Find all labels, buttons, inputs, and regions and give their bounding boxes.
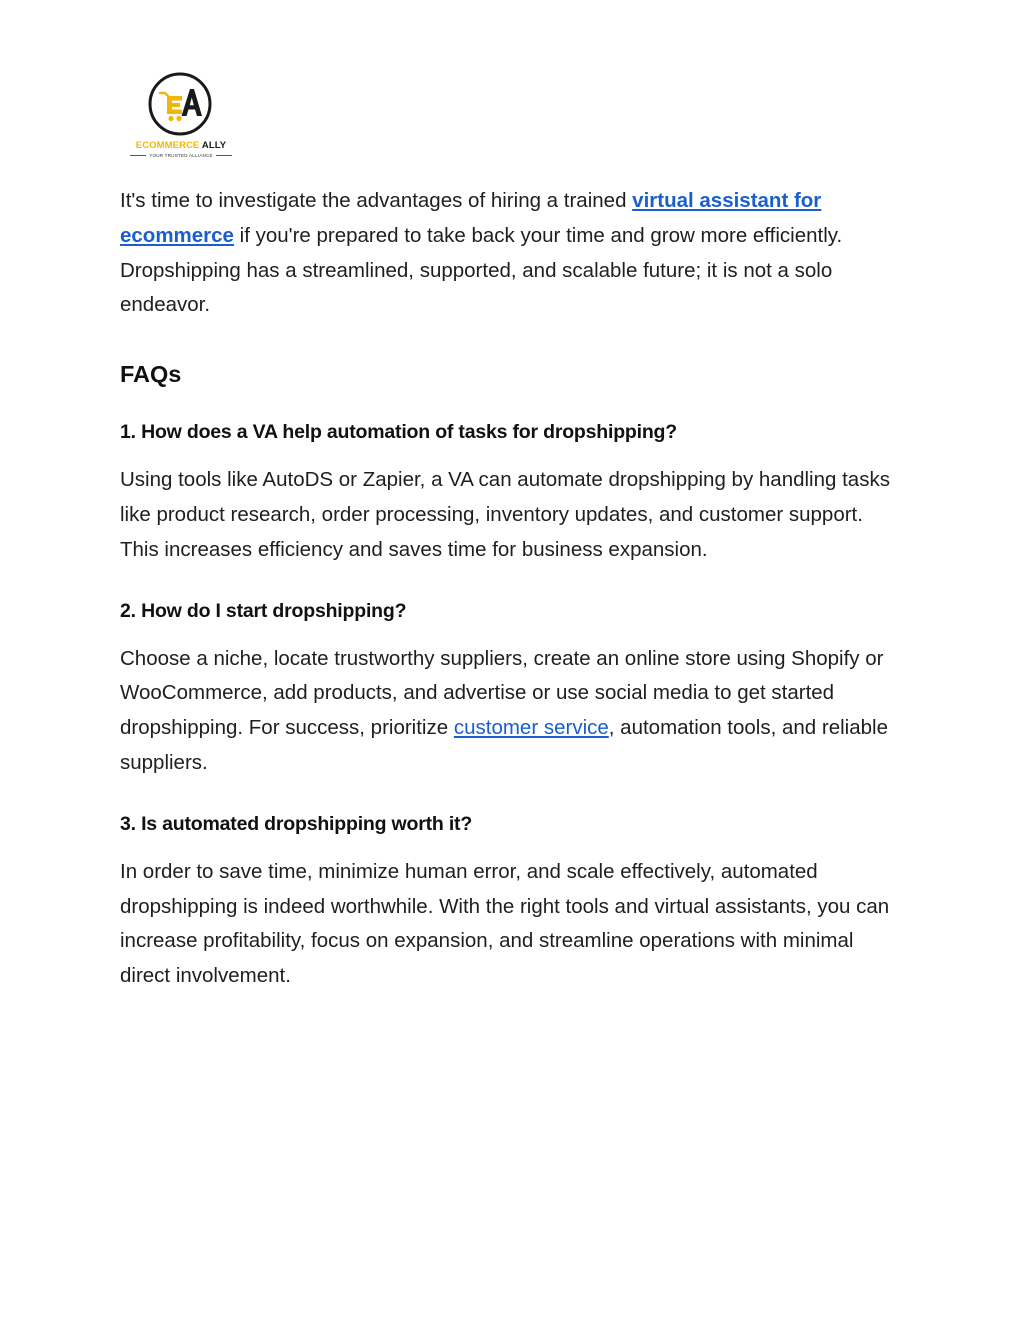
cart-logo-icon — [148, 72, 212, 136]
logo-tagline-text: YOUR TRUSTED ALLIANCE — [149, 153, 213, 158]
faq-question-2: 2. How do I start dropshipping? — [120, 599, 407, 622]
customer-service-link[interactable]: customer service — [453, 716, 609, 740]
logo-brand-part1: ECOMMERCE — [135, 140, 200, 151]
faq-question-1: 1. How does a VA help automation of tasks for dropshipping? — [120, 421, 677, 444]
faq-answer-3: In order to save time, minimize human error, and scale effectively, automated dropshipping is indeed worthwhile. With the right tools and virtual assistants, you can increase profitability, focus on expansion, and streamline operations with minimal direct involvement. — [120, 859, 890, 988]
faq-answer-2-before-link: Choose a niche, locate trustworthy suppliers, create an online store using Shopify or WooCommerce, add products, and advertise or use social media to get started dropshipping. For success, prioritize — [120, 646, 884, 740]
faq-answer-1: Using tools like AutoDS or Zapier, a VA can automate dropshipping by handling tasks like product research, order processing, inventory updates, and customer support. This increases efficiency and saves time for business expansion. — [120, 468, 890, 561]
tagline-rule-right — [216, 155, 232, 156]
ecommerce-ally-logo — [130, 72, 232, 164]
virtual-assistant-link[interactable]: virtual assistant for ecommerce — [120, 189, 822, 247]
tagline-rule-left — [130, 155, 146, 156]
logo-brand-part2: ALLY — [201, 140, 227, 151]
intro-text-after-link: if you're prepared to take back your time and grow more efficiently. Dropshipping has a streamlined, supported, and scalable future; it is not a solo endeavor. — [120, 223, 843, 317]
document-body — [120, 184, 905, 994]
faq-answer-2-after-link: , automation tools, and reliable suppliers. — [120, 716, 888, 774]
faq-answer-2 — [120, 642, 905, 781]
faq-question-3: 3. Is automated dropshipping worth it? — [120, 812, 473, 835]
intro-paragraph — [120, 184, 905, 323]
faqs-heading: FAQs — [120, 361, 182, 388]
logo-tagline — [130, 153, 232, 158]
logo-brand-text — [130, 140, 232, 151]
intro-text-before-link: It's time to investigate the advantages of hiring a trained — [120, 189, 633, 212]
